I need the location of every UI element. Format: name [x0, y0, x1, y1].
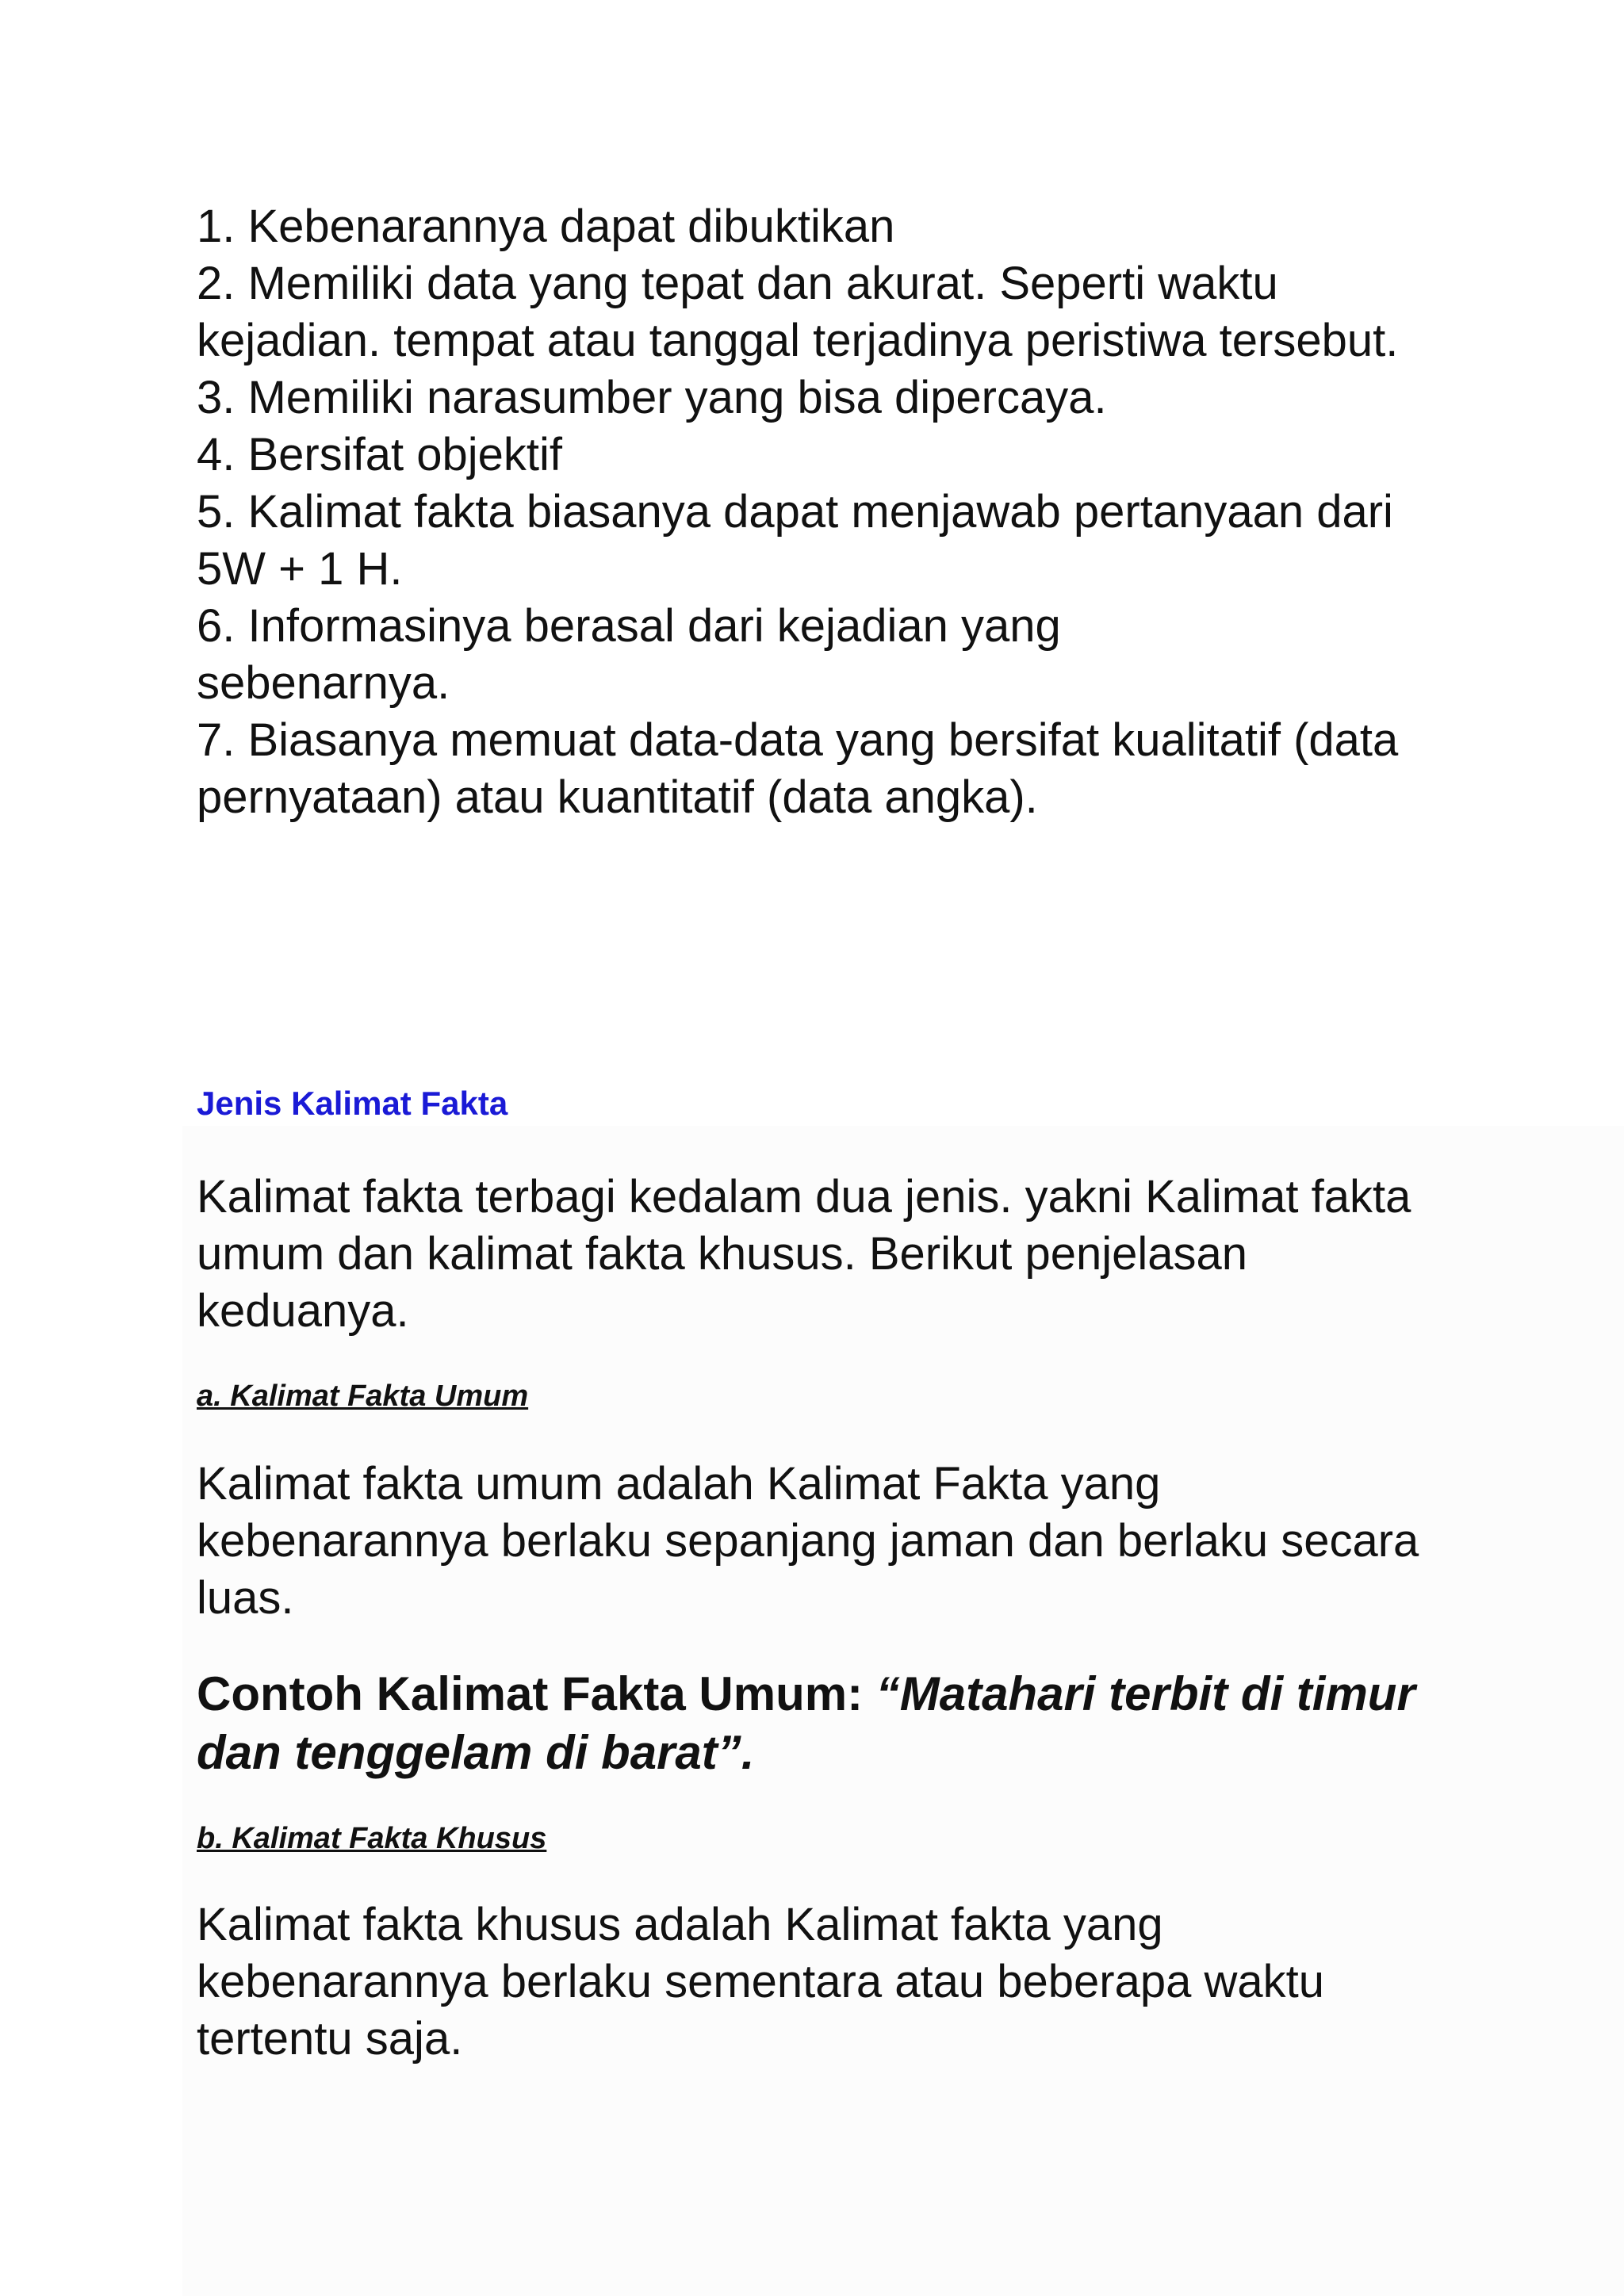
- list-item: 4. Bersifat objektif: [197, 429, 562, 480]
- example-sentence: [197, 1665, 1434, 1782]
- subsection-a-title: a. Kalimat Fakta Umum: [197, 1380, 529, 1413]
- section-heading: Jenis Kalimat Fakta: [197, 1085, 508, 1122]
- list-item: 2. Memiliki data yang tepat dan akurat. Seperti waktu kejadian. tempat atau tanggal terjadinya peristiwa tersebut.: [197, 258, 1399, 366]
- subsection-b-title: b. Kalimat Fakta Khusus: [197, 1822, 547, 1855]
- characteristics-list: [197, 198, 1465, 826]
- list-item: 6. Informasinya berasal dari kejadian yang sebenarnya.: [197, 600, 1061, 709]
- list-item: 1. Kebenarannya dapat dibuktikan: [197, 201, 895, 252]
- intro-paragraph: Kalimat fakta terbagi kedalam dua jenis. yakni Kalimat fakta umum dan kalimat fakta khusus. Berikut penjelasan keduanya.: [197, 1171, 1411, 1337]
- list-item: 3. Memiliki narasumber yang bisa dipercaya.: [197, 372, 1107, 423]
- characteristics-section: [197, 198, 1465, 826]
- list-item: 5. Kalimat fakta biasanya dapat menjawab pertanyaan dari 5W + 1 H.: [197, 486, 1393, 595]
- subsection-a-paragraph: Kalimat fakta umum adalah Kalimat Fakta yang kebenarannya berlaku sepanjang jaman dan berlaku secara luas.: [197, 1458, 1419, 1624]
- subsection-b-paragraph: Kalimat fakta khusus adalah Kalimat fakta yang kebenarannya berlaku sementara atau beberapa waktu tertentu saja.: [197, 1899, 1324, 2064]
- example-label: Contoh Kalimat Fakta Umum:: [197, 1667, 876, 1720]
- example-quote: “Matahari terbit di timur dan tenggelam di barat”.: [197, 1667, 1415, 1779]
- list-item: 7. Biasanya memuat data-data yang bersifat kualitatif (data pernyataan) atau kuantitatif (data angka).: [197, 714, 1399, 823]
